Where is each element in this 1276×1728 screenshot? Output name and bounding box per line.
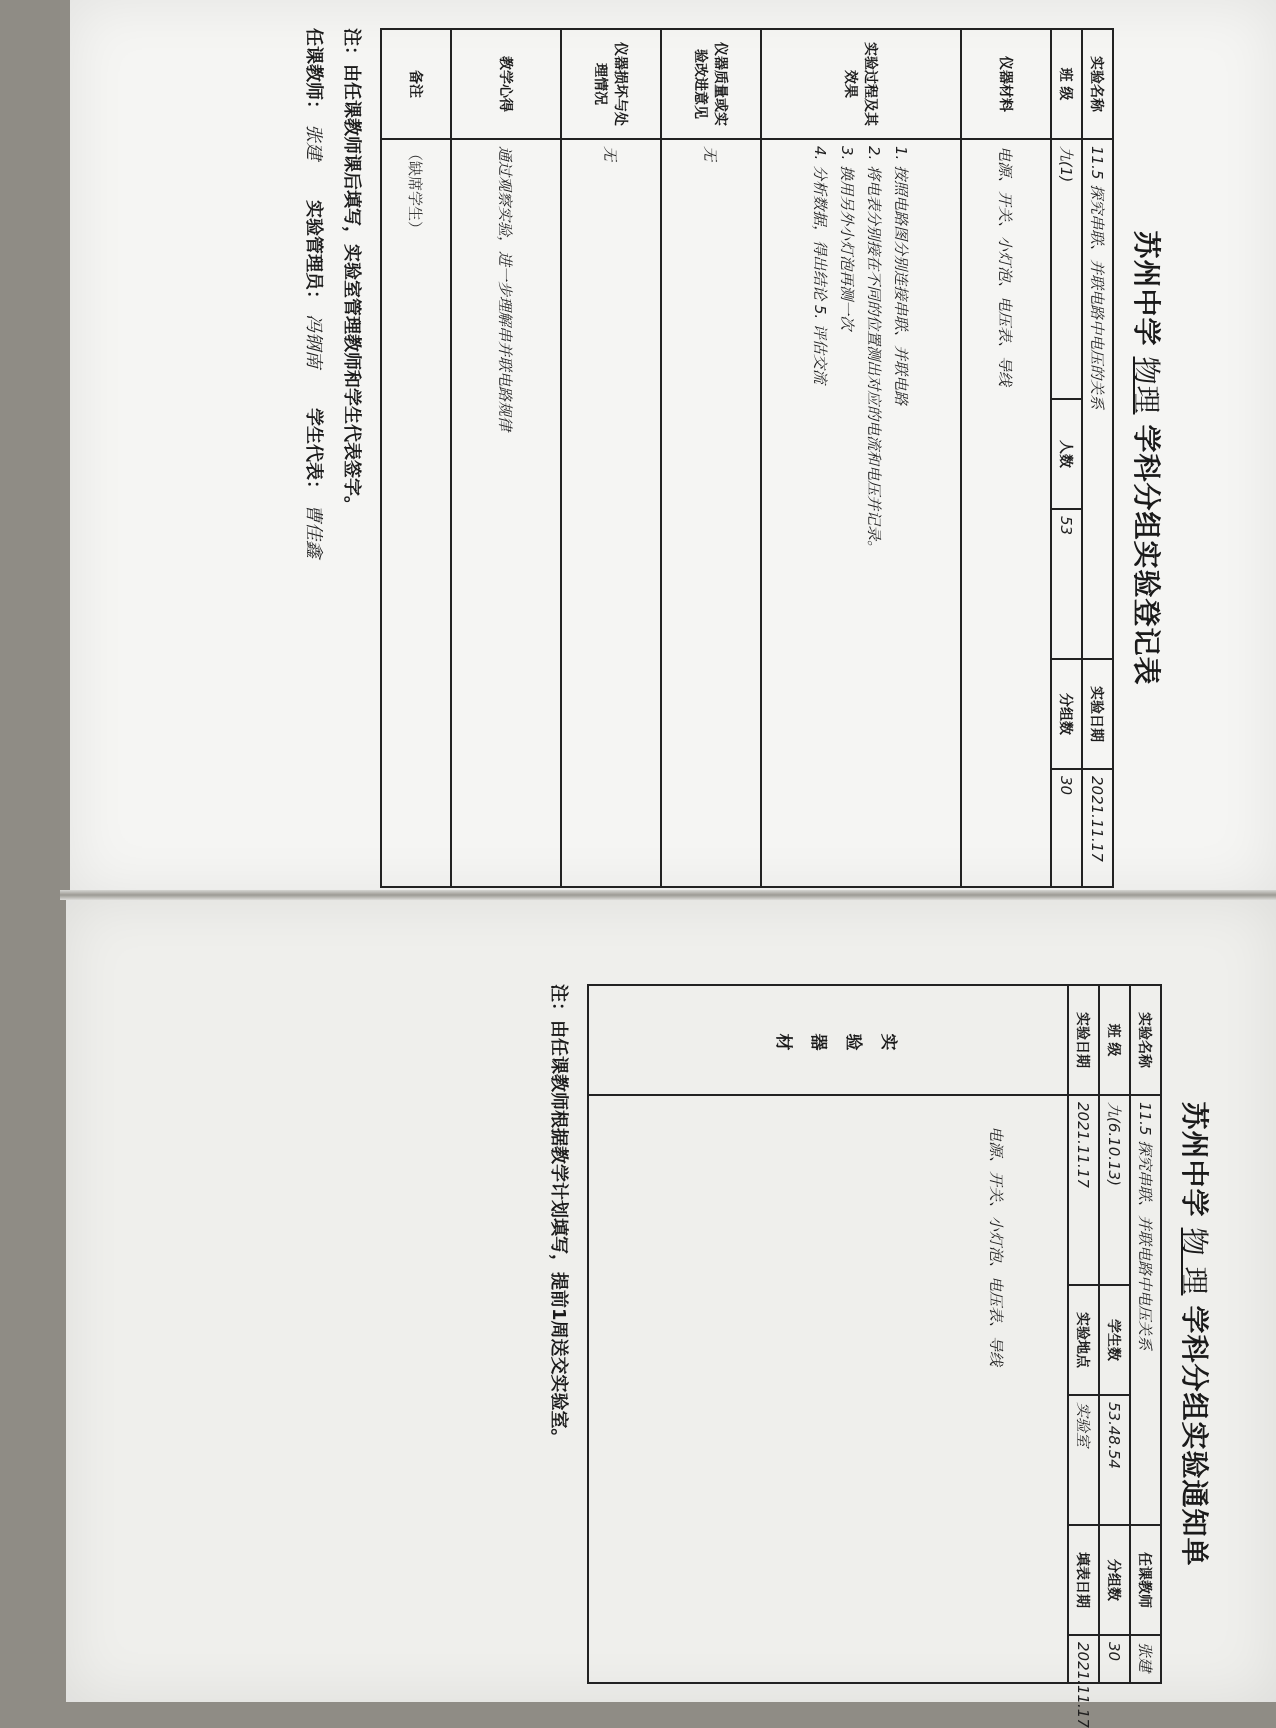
step-4: 4. 分析数据，得出结论 5. 评估交流	[811, 146, 829, 384]
label-class: 班 级	[1051, 29, 1082, 139]
subject-name: 物理	[1130, 356, 1163, 415]
exp-date-value: 2021.11.17	[1082, 769, 1113, 887]
signature-row	[302, 28, 328, 888]
student-signature-label: 学生代表：	[303, 408, 324, 498]
notice-label-fill-date: 填表日期	[1068, 1525, 1099, 1635]
label-people: 人数	[1051, 399, 1082, 509]
label-groups: 分组数	[1051, 659, 1082, 769]
label-process: 实验过程及其效果	[761, 29, 961, 139]
notice-equipment-label-cell	[588, 985, 1068, 1095]
notice-equipment-value: 电源、开关、小灯泡、电压表、导线	[588, 1095, 1068, 1683]
people-value: 53	[1051, 509, 1082, 659]
notice-label-exp-date: 实验日期	[1068, 985, 1099, 1095]
notice-label-class: 班 级	[1099, 985, 1130, 1095]
sheet-divider	[60, 890, 1276, 900]
teacher-signature-value: 张建	[303, 124, 324, 160]
groups-value: 30	[1051, 769, 1082, 887]
notice-class-value: 九(6.10.13)	[1099, 1095, 1130, 1285]
notice-note: 注：由任课教师根据教学计划填写，提前1周送交实验室。	[548, 984, 569, 1447]
label-damage: 仪器损坏与处理情况	[561, 29, 661, 139]
label-reflection: 教学心得	[451, 29, 561, 139]
notice-label-location: 实验地点	[1068, 1285, 1099, 1395]
notice-label-equipment: 实验器材	[758, 1029, 898, 1050]
student-signature	[302, 408, 328, 558]
student-signature-value: 曹佳鑫	[303, 504, 324, 558]
label-quality: 仪器质量或实验改进意见	[661, 29, 761, 139]
registration-note: 注：由任课教师课后填写，实验室管理教师和学生代表签字。	[341, 28, 362, 514]
materials-value: 电源、开关、小灯泡、电压表、导线	[961, 139, 1051, 887]
notice-students-value: 53.48.54	[1099, 1395, 1130, 1525]
teacher-signature	[302, 28, 328, 160]
notice-teacher-value: 张建	[1130, 1635, 1161, 1683]
registration-form	[168, 28, 1168, 888]
notice-label-groups: 分组数	[1099, 1525, 1130, 1635]
class-value: 九(1)	[1051, 139, 1082, 399]
step-2: 2. 将电表分别接在不同的位置测出对应的电流和电压并记录。	[865, 146, 883, 556]
registration-table	[380, 28, 1114, 888]
school-name: 苏州中学	[1130, 230, 1163, 347]
step-3: 3. 换用另外小灯泡再测一次	[838, 146, 856, 331]
remarks-hint: （缺席学生）	[381, 139, 451, 887]
damage-value: 无	[561, 139, 661, 887]
manager-signature-label: 实验管理员：	[303, 200, 324, 308]
manager-signature-value: 冯钢南	[303, 314, 324, 368]
process-steps	[761, 139, 961, 887]
notice-exp-name-value: 11.5 探究串联、并联电路中电压关系	[1130, 1095, 1161, 1525]
registration-title	[1128, 28, 1168, 888]
notice-label-teacher: 任课教师	[1130, 1525, 1161, 1635]
label-exp-date: 实验日期	[1082, 659, 1113, 769]
notice-label-students: 学生数	[1099, 1285, 1130, 1395]
label-materials: 仪器材料	[961, 29, 1051, 139]
notice-subject-name: 物 理	[1178, 1227, 1211, 1296]
notice-title-suffix: 学科分组实验通知单	[1178, 1305, 1211, 1567]
reflection-value: 通过观察实验，进一步理解串并联电路规律	[451, 139, 561, 887]
notice-school-name: 苏州中学	[1178, 1101, 1211, 1218]
manager-signature	[302, 200, 328, 368]
notice-title	[1176, 984, 1216, 1684]
label-exp-name: 实验名称	[1082, 29, 1113, 139]
title-suffix: 学科分组实验登记表	[1130, 424, 1163, 686]
notice-form	[146, 984, 1216, 1728]
notice-label-exp-name: 实验名称	[1130, 985, 1161, 1095]
step-1: 1. 按照电路图分别连接串联、并联电路	[892, 146, 910, 406]
notice-fill-date-value: 2021.11.17	[1068, 1635, 1099, 1683]
notice-table	[587, 984, 1162, 1728]
label-remarks: 备注	[381, 29, 451, 139]
notice-groups-value: 30	[1099, 1635, 1130, 1683]
notice-exp-date-value: 2021.11.17	[1068, 1095, 1099, 1285]
notice-location-value: 实验室	[1068, 1395, 1099, 1525]
teacher-signature-label: 任课教师：	[303, 28, 324, 118]
exp-name-value: 11.5 探究串联、并联电路中电压的关系	[1082, 139, 1113, 659]
quality-value: 无	[661, 139, 761, 887]
